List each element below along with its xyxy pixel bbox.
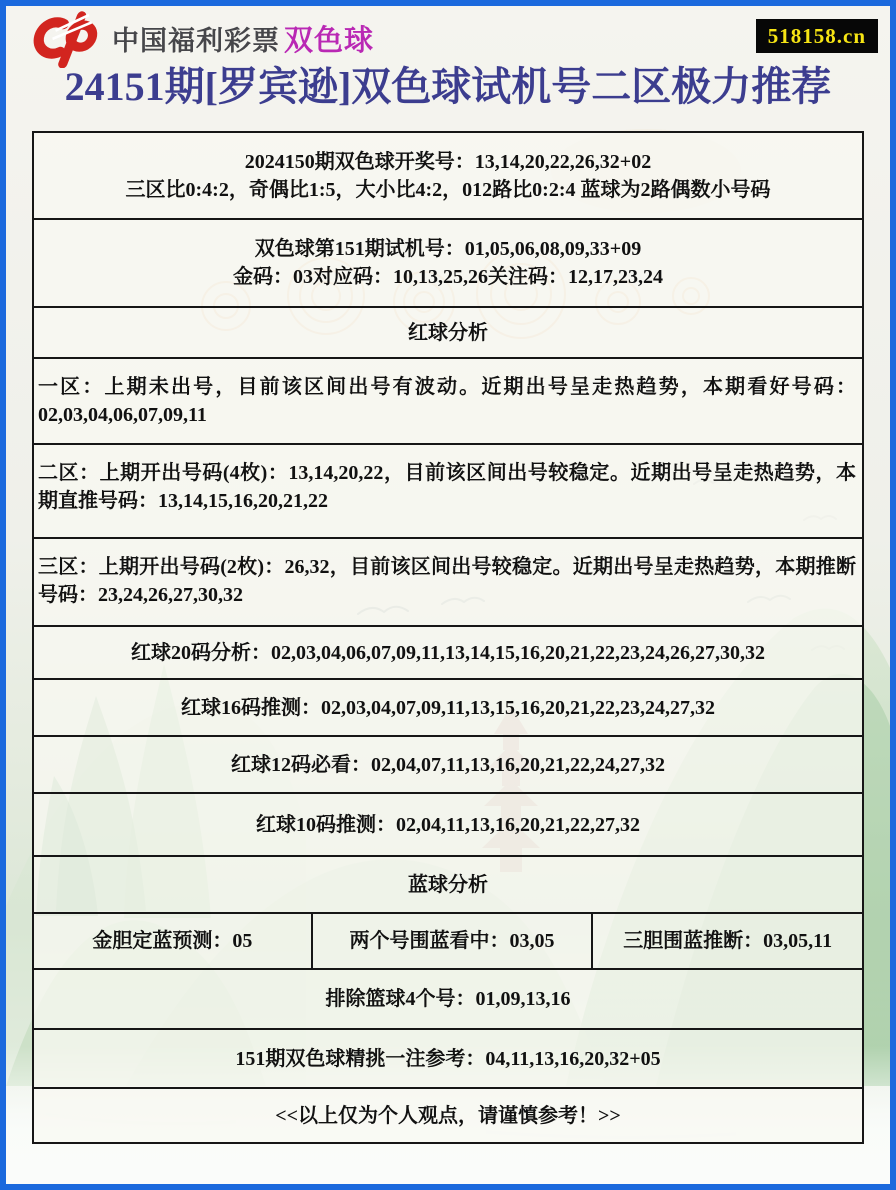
blue-two-picks: 两个号围蓝看中：03,05	[313, 914, 594, 968]
row-disclaimer	[34, 1089, 862, 1142]
welfare-lottery-logo	[20, 8, 374, 68]
row-blue-ball-picks	[34, 914, 862, 970]
red-20-codes-text: 红球20码分析：02,03,04,06,07,09,11,13,14,15,16,20,21,22,23,24,26,27,30,32	[131, 641, 765, 664]
row-red-16-codes	[34, 680, 862, 737]
welfare-lottery-cp-icon	[20, 8, 112, 68]
red-12-codes-text: 红球12码必看：02,04,07,11,13,16,20,21,22,24,27,32	[231, 753, 665, 776]
single-ticket-text: 151期双色球精挑一注参考：04,11,13,16,20,32+05	[235, 1047, 661, 1070]
header	[6, 6, 890, 66]
brand-name: 中国福利彩票	[112, 25, 280, 56]
blue-excluded-text: 排除篮球4个号：01,09,13,16	[325, 988, 571, 1010]
blue-section-title: 蓝球分析	[408, 873, 488, 896]
red-16-codes-text: 红球16码推测：02,03,04,07,09,11,13,15,16,20,21,22,23,24,27,32	[181, 696, 715, 719]
blue-gold-pick: 金胆定蓝预测：05	[34, 914, 313, 968]
gold-code-line: 金码：03对应码：10,13,25,26关注码：12,17,23,24	[233, 266, 663, 288]
row-zone1-analysis	[34, 359, 862, 445]
disclaimer-text: <<以上仅为个人观点，请谨慎参考！>>	[275, 1104, 621, 1127]
zone3-text: 三区：上期开出号码(2枚)：26,32，目前该区间出号较稳定。近期出号呈走热趋势，本期推断号码：23,24,26,27,30,32	[38, 556, 856, 606]
row-red-20-codes	[34, 627, 862, 680]
last-draw-numbers: 2024150期双色球开奖号：13,14,20,22,26,32+02	[244, 150, 652, 173]
last-draw-ratios: 三区比0:4:2，奇偶比1:5，大小比4:2，012路比0:2:4 蓝球为2路偶数小号码	[125, 178, 771, 201]
row-blue-excluded	[34, 970, 862, 1030]
test-numbers: 双色球第151期试机号：01,05,06,08,09,33+09	[254, 238, 642, 260]
row-zone3-analysis	[34, 539, 862, 627]
red-section-title: 红球分析	[408, 321, 488, 344]
row-blue-section-header	[34, 857, 862, 914]
row-single-ticket	[34, 1030, 862, 1089]
site-badge: 518158.cn	[756, 19, 878, 53]
row-red-10-codes	[34, 794, 862, 857]
red-10-codes-text: 红球10码推测：02,04,11,13,16,20,21,22,27,32	[256, 813, 640, 836]
row-red-section-header	[34, 308, 862, 359]
analysis-table	[32, 131, 864, 1144]
zone2-text: 二区：上期开出号码(4枚)：13,14,20,22，目前该区间出号较稳定。近期出号呈走热趋势，本期直推号码：13,14,15,16,20,21,22	[38, 462, 856, 512]
zone1-text: 一区：上期未出号，目前该区间出号有波动。近期出号呈走热趋势，本期看好号码：02,03,04,06,07,09,11	[38, 376, 856, 426]
page-title: 24151期[罗宾逊]双色球试机号二区极力推荐	[64, 64, 832, 109]
row-zone2-analysis	[34, 445, 862, 539]
row-red-12-codes	[34, 737, 862, 794]
row-test-number	[34, 220, 862, 308]
game-name: 双色球	[284, 24, 375, 57]
row-last-draw-result	[34, 133, 862, 220]
blue-three-picks: 三胆围蓝推断：03,05,11	[623, 930, 833, 952]
